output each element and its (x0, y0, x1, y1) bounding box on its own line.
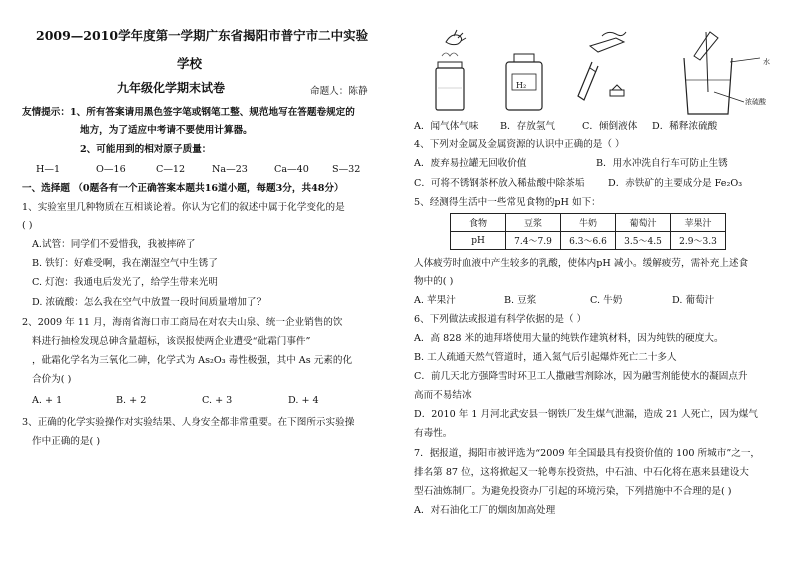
q5-line-1: 人体疲劳时血液中产生较多的乳酸，使体内pH 减小。缓解疲劳，需补充上述食 (414, 258, 749, 269)
q6-option-d-1: D．2010 年 1 月河北武安县一钢铁厂发生煤气泄漏，造成 21 人死亡，因为煤气 (414, 409, 758, 420)
q1-option-b: B. 铁钉：好难受啊，我在潮湿空气中生锈了 (32, 258, 218, 269)
atomic-mass-2: O—16 (96, 164, 126, 175)
ph-table-cell: 2.9～3.3 (671, 232, 726, 250)
q4-option-c: C．可将不锈钢茶杯放入稀盐酸中除茶垢 (414, 178, 585, 189)
exam-title: 九年级化学期末试卷 (117, 81, 226, 95)
q5-option-a: A. 苹果汁 (414, 295, 456, 306)
ph-table-cell: 7.4～7.9 (506, 232, 561, 250)
ph-table-cell: 3.5～4.5 (616, 232, 671, 250)
q3-option-d: D．稀释浓硫酸 (652, 121, 718, 132)
q2-line-1: 2、2009 年 11 月，海南省海口市工商局在对农夫山泉、统一企业销售的饮 (22, 317, 343, 328)
ph-table-cell: pH (451, 232, 506, 250)
atomic-mass-6: S—32 (332, 164, 361, 175)
q2-option-b: B. + 2 (116, 395, 147, 406)
ph-table-header: 食物 (451, 214, 506, 232)
q5-option-d: D. 葡萄汁 (672, 295, 715, 306)
ph-table-header: 苹果汁 (671, 214, 726, 232)
q6-option-b: B. 工人疏通天然气管道时，通入氮气后引起爆炸死亡二十多人 (414, 352, 677, 363)
q1-option-c: C. 灯泡：我通电后发光了，给学生带来光明 (32, 277, 218, 288)
figure-store-hydrogen (500, 28, 550, 116)
notice (22, 106, 355, 119)
q3-line-1: 3、正确的化学实验操作对实验结果、人身安全都非常重要。在下图所示实验操 (22, 417, 355, 428)
notice-item-2: 2、可能用到的相对原子质量： (80, 144, 212, 155)
q7-option-a: A．对石油化工厂的烟囱加高处理 (414, 505, 556, 516)
label-water: 水 (763, 58, 770, 66)
q1-option-d: D. 浓硫酸：怎么我在空气中放置一段时间质量增加了？ (32, 297, 267, 308)
q1-stem-b: ( ) (22, 220, 33, 231)
q5-stem: 5、经测得生活中一些常见食物的pH 如下： (414, 197, 601, 208)
q2-option-d: D. + 4 (288, 395, 319, 406)
section-1-heading: 一、选择题 （0题各有一个正确答案本题共16道小题，每题3分，共48分） (22, 183, 344, 194)
author: 命题人：陈静 (310, 86, 368, 97)
atomic-mass-4: Na—23 (212, 164, 248, 175)
q5-line-2: 物中的( ) (414, 276, 454, 287)
figure-pour-liquid (562, 28, 642, 116)
q6-stem: 6、下列做法或报道有科学依据的是（ ） (414, 314, 587, 325)
q2-line-2: 料进行抽检发现总砷含量超标，该误报使两企业遭受“砒霜门事件” (32, 336, 311, 347)
q6-option-a: A．高 828 米的迪拜塔使用大量的纯铁作建筑材料，因为纯铁的硬度大。 (414, 333, 724, 344)
q4-option-d: D．赤铁矿的主要成分是 Fe₂O₃ (608, 178, 743, 189)
q3-option-b: B．存放氢气 (500, 121, 556, 132)
q7-line-1: 7．据报道，揭阳市被评选为“2009 年全国最具有投资价值的 100 所城市”之一， (414, 448, 761, 459)
notice-item-1b: 地方，为了适应中考请不要使用计算器。 (80, 125, 253, 136)
atomic-mass-1: H—1 (36, 164, 61, 175)
notice-label: 友情提示： (22, 107, 70, 118)
hydrogen-label: H₂ (516, 81, 527, 90)
q1-option-a: A.试管：同学们不爱惜我，我被摔碎了 (32, 239, 196, 250)
atomic-mass-5: Ca—40 (274, 164, 309, 175)
q3-option-c: C．倾倒液体 (582, 121, 638, 132)
q2-line-4: 合价为( ) (32, 374, 72, 385)
ph-table-row (451, 232, 726, 250)
q4-option-b: B．用水冲洗自行车可防止生锈 (596, 158, 728, 169)
q4-option-a: A．废弃易拉罐无回收价值 (414, 158, 527, 169)
title-line-2: 学校 (177, 56, 203, 71)
q6-option-c-2: 高而不易结冰 (414, 390, 472, 401)
q6-option-d-2: 有毒性。 (414, 428, 453, 439)
notice-item-1a: 1、所有答案请用黑色签字笔或钢笔工整、规范地写在答题卷规定的 (69, 107, 355, 118)
atomic-mass-3: C—12 (156, 164, 186, 175)
ph-table-header: 豆浆 (506, 214, 561, 232)
q2-option-c: C. + 3 (202, 395, 233, 406)
ph-table-cell: 6.3～6.6 (561, 232, 616, 250)
figure-smell-gas (424, 28, 484, 116)
ph-table-header: 牛奶 (561, 214, 616, 232)
q2-line-3: ，砒霜化学名为三氧化二砷，化学式为 As₂O₃ 毒性极强，其中 As 元素的化 (32, 355, 353, 366)
title-line-1: 2009—2010学年度第一学期广东省揭阳市普宁市二中实验 (36, 28, 369, 43)
label-conc-acid: 浓硫酸 (745, 98, 766, 106)
q5-option-c: C. 牛奶 (590, 295, 623, 306)
q1-stem-a: 1、实验室里几种物质在互相谈论着。你认为它们的叙述中属于化学变化的是 (22, 202, 345, 213)
q2-option-a: A. + 1 (32, 395, 63, 406)
q5-option-b: B. 豆浆 (504, 295, 537, 306)
q4-stem: 4、下列对金属及金属资源的认识中正确的是（ ） (414, 139, 625, 150)
ph-table (450, 213, 726, 250)
q7-line-3: 型石油炼制厂。为避免投资办厂引起的环境污染，下列措施中不合理的是( ) (414, 486, 732, 497)
q7-line-2: 排名第 87 位，这将掀起又一轮粤东投资热，中石油、中石化将在惠来县建设大 (414, 467, 749, 478)
q6-option-c-1: C．前几天北方强降雪时环卫工人撒融雪剂除冰，因为融雪剂能使水的凝固点升 (414, 371, 748, 382)
q3-line-2: 作中正确的是( ) (32, 436, 101, 447)
ph-table-header-row (451, 214, 726, 232)
q3-option-a: A．闻气体气味 (414, 121, 479, 132)
ph-table-header: 葡萄汁 (616, 214, 671, 232)
